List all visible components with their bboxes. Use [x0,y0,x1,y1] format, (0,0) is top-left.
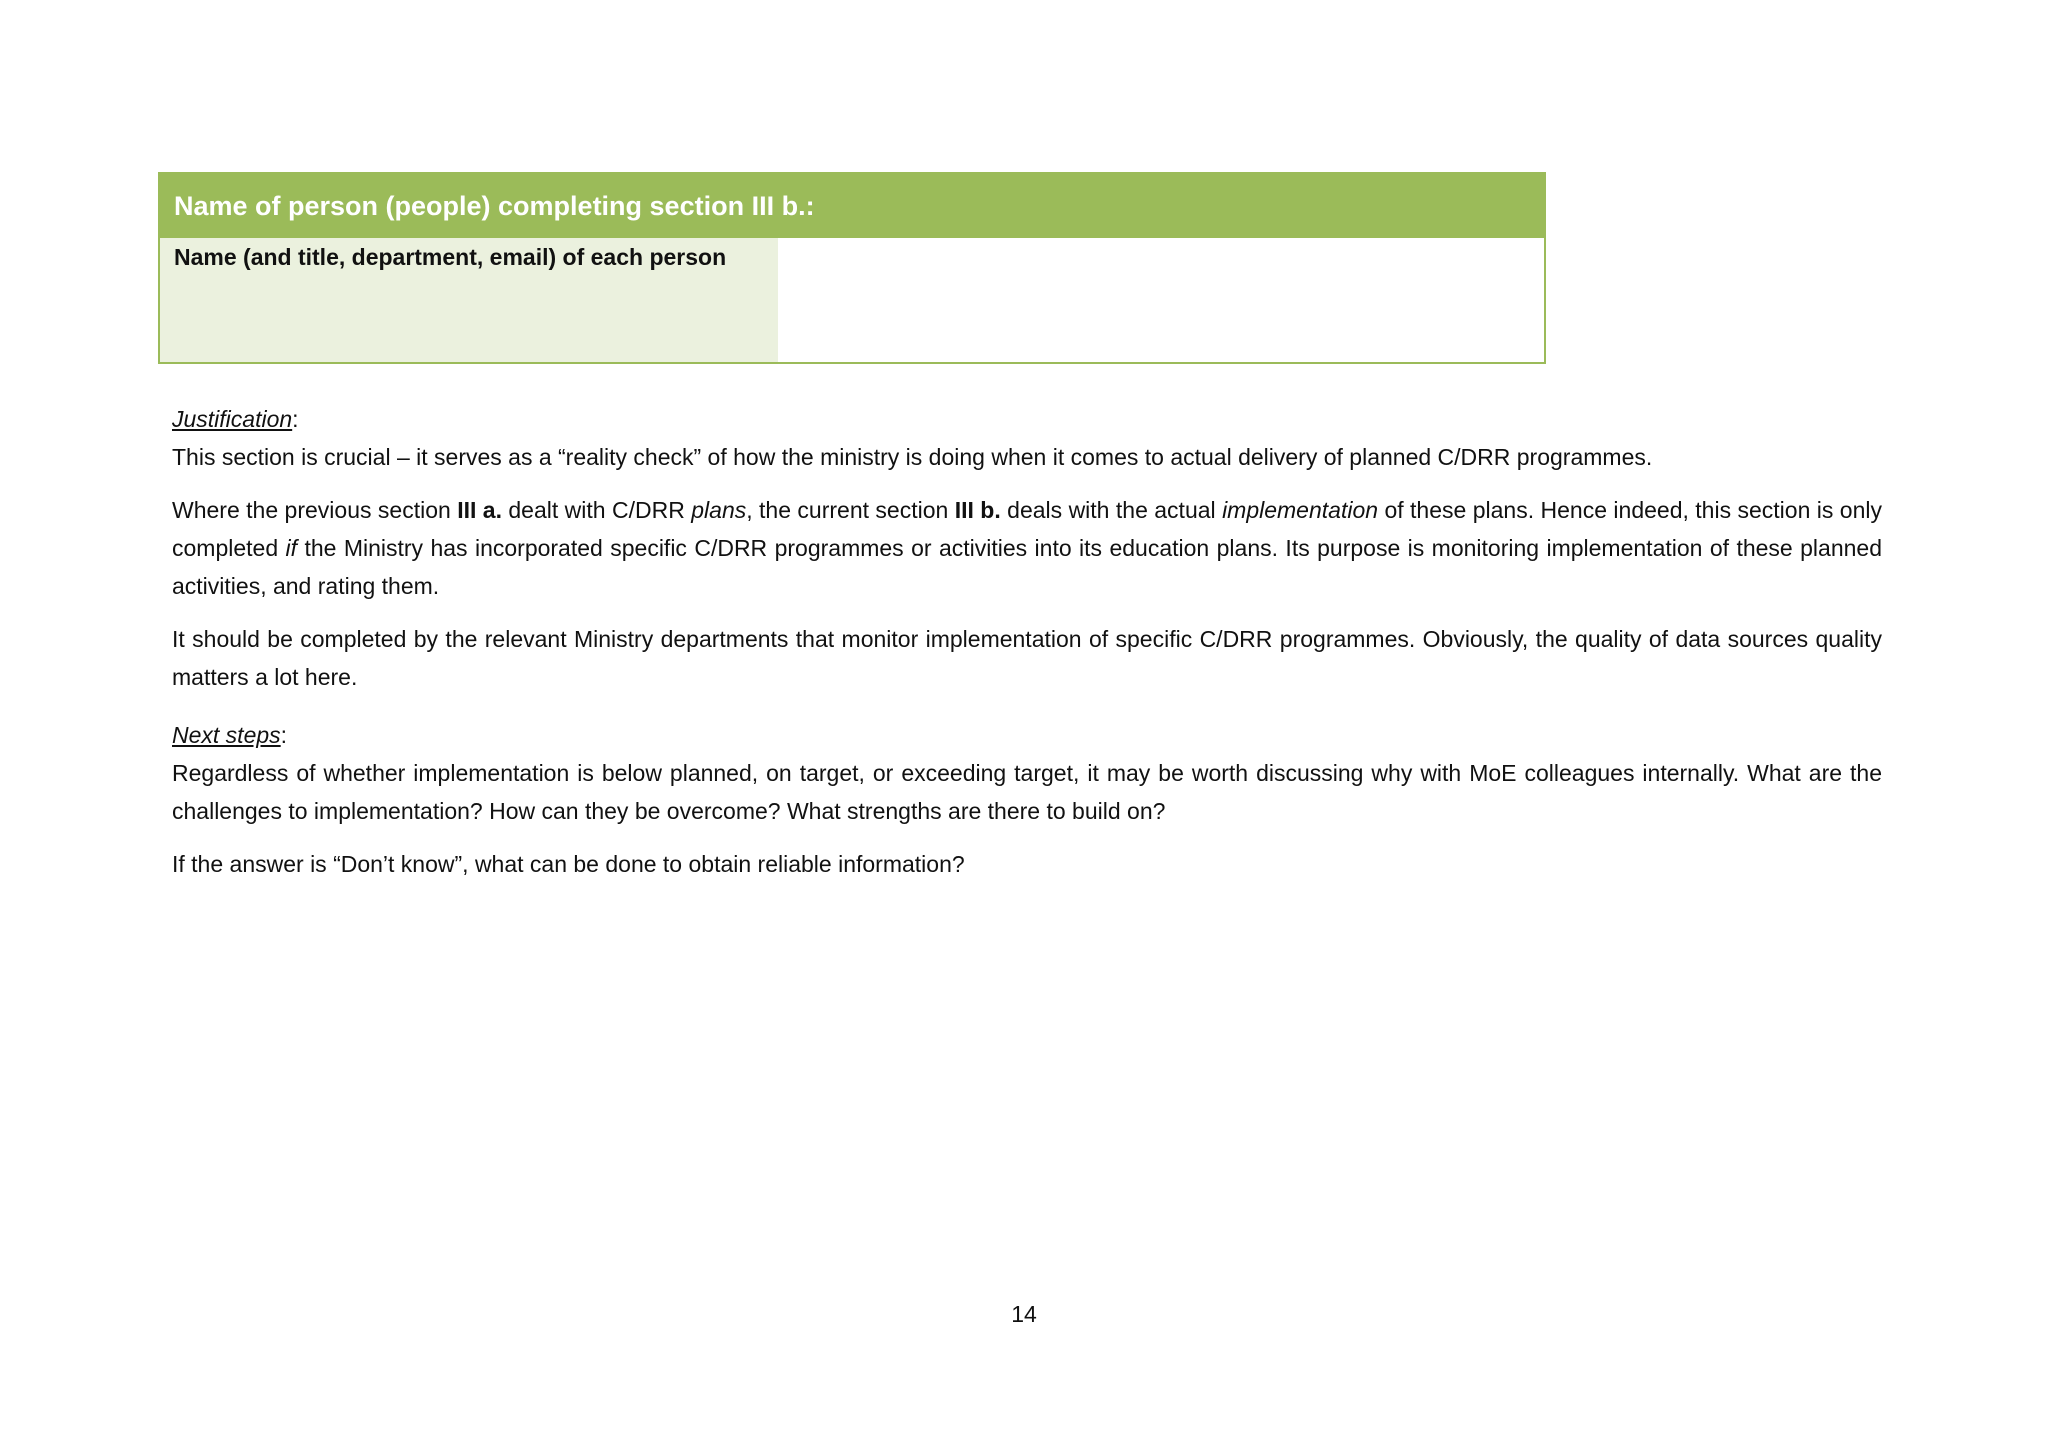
justification-paragraph-1: This section is crucial – it serves as a “reality check” of how the ministry is doing when it comes to actual delivery of planned C/DRR programmes. [172,444,1653,470]
italic-term: plans [691,497,747,523]
next-steps-paragraph-2: If the answer is “Don’t know”, what can be done to obtain reliable information? [172,851,965,877]
justification-heading-term: Justification [172,406,293,432]
next-steps-heading [172,716,1882,754]
text-run: of these plans. Hence indeed, this section is only completed [172,497,1883,561]
italic-term: if [285,535,298,561]
justification-paragraph-3: It should be completed by the relevant Ministry departments that monitor implementation of specific C/DRR programmes. Obviously, the quality of data sources quality matters a lot here. [172,626,1882,690]
person-completing-table [158,172,1546,364]
next-steps-heading-term: Next steps [172,722,281,748]
justification-heading [172,400,1882,438]
next-steps-paragraph-1: Regardless of whether implementation is below planned, on target, or exceeding target, it may be worth discussing why with MoE colleagues internally. What are the challenges to implementation? How can they be overcome? What strengths are there to build on? [172,760,1882,824]
justification-paragraph-2 [172,491,1882,605]
person-details-field[interactable] [778,238,1544,362]
page-number: 14 [1011,1301,1037,1327]
justification-heading-colon: : [292,406,299,432]
next-steps-heading-colon: : [280,722,288,748]
table-row-label: Name (and title, department, email) of each person [160,238,778,362]
page-body [172,400,1882,898]
table-header: Name of person (people) completing section III b.: [160,174,1544,238]
table-row [160,238,1544,362]
text-run: , the current section [746,497,955,523]
text-run: deals with the actual [1000,497,1223,523]
italic-term: implementation [1222,497,1379,523]
text-run: dealt with C/DRR [501,497,692,523]
text-run: the Ministry has incorporated specific C/DRR programmes or activities into its education plans. Its purpose is monitoring implementation of these planned activities, and rating them. [172,535,1882,599]
text-run: Where the previous section [172,497,458,523]
bold-section-ref: III a. [457,497,502,523]
bold-section-ref: III b. [954,497,1001,523]
